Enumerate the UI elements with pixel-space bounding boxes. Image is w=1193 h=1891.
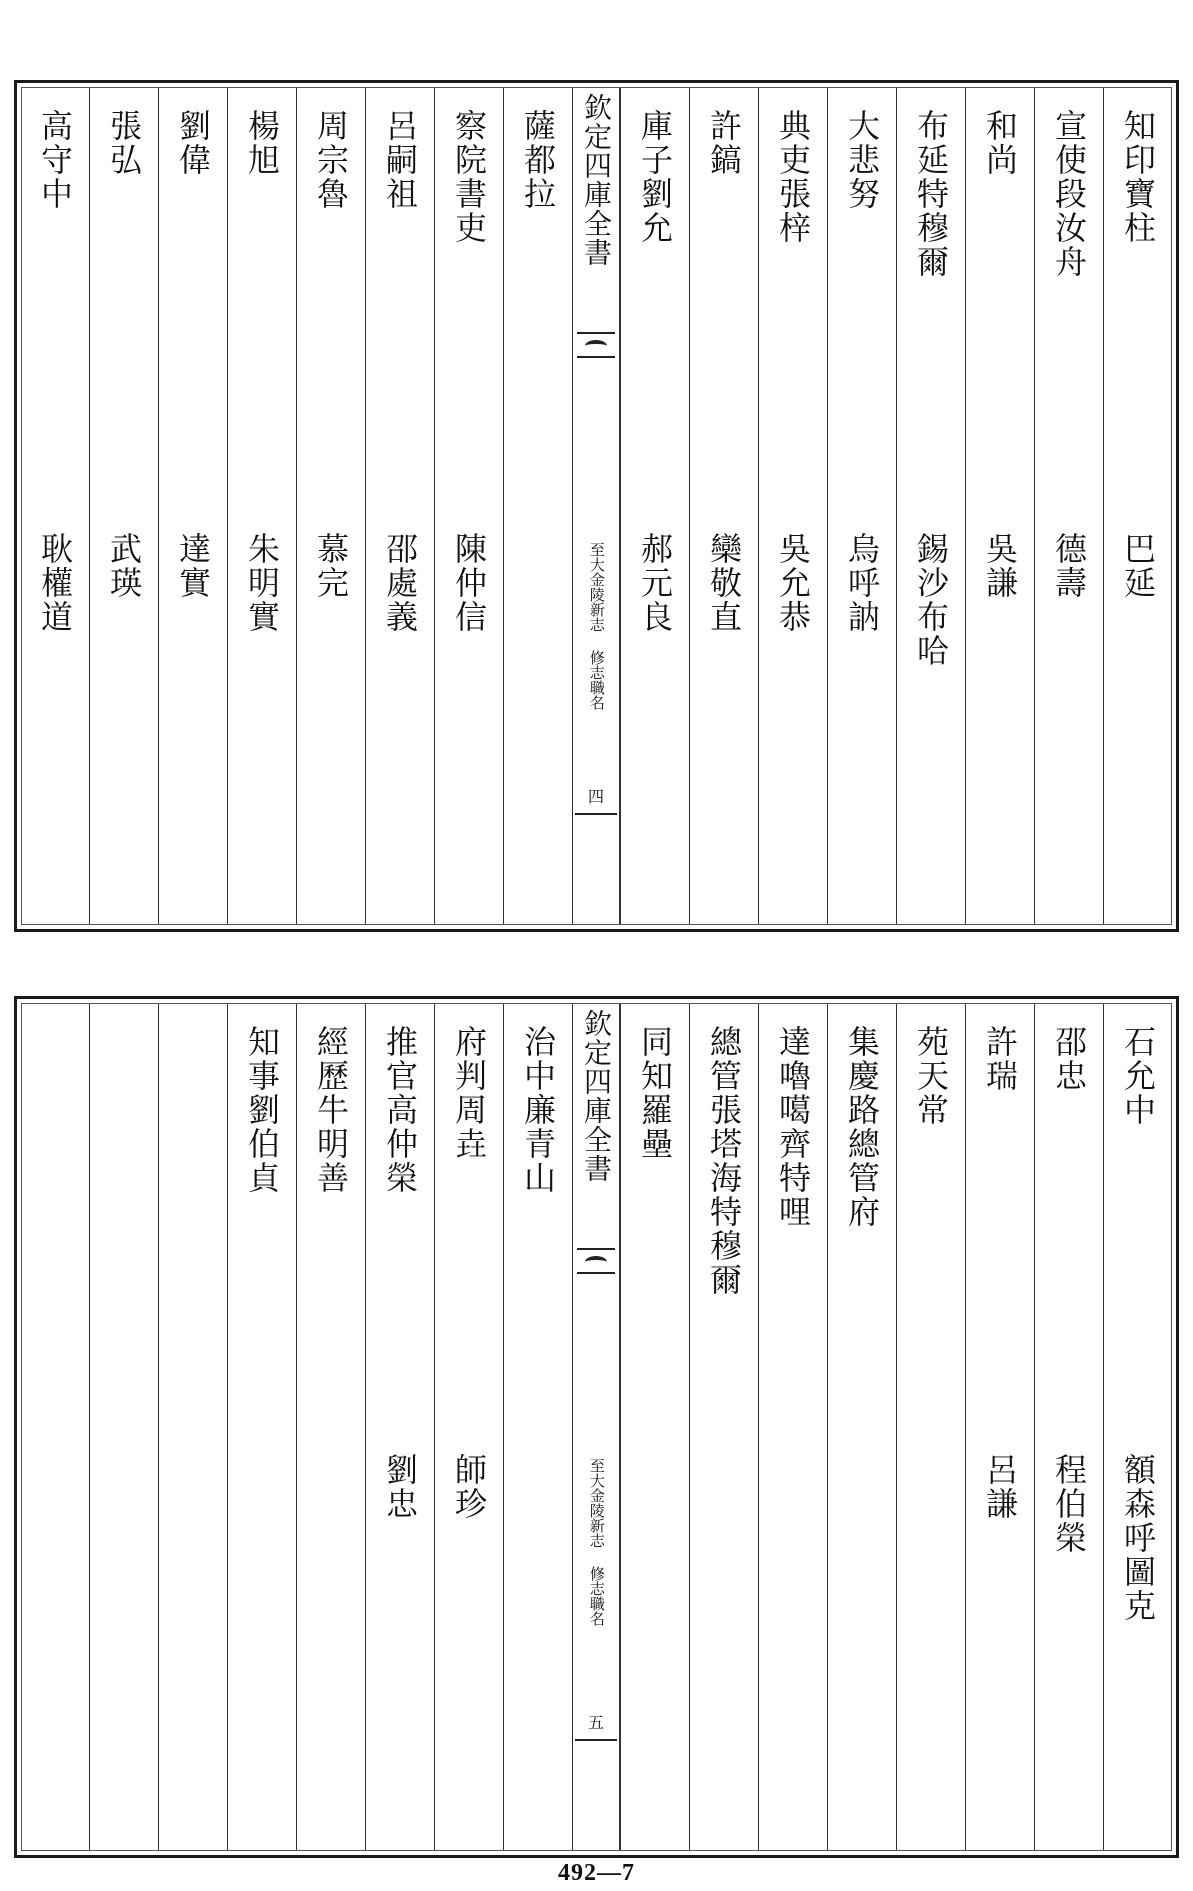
text-column bbox=[89, 87, 158, 925]
entry-name: 巴延 bbox=[1119, 532, 1157, 600]
text-column bbox=[620, 87, 689, 925]
entry-name: 同知羅壘 bbox=[636, 1025, 674, 1161]
text-column bbox=[434, 87, 503, 925]
entry-name: 推官高仲榮 bbox=[381, 1025, 419, 1195]
entry-name: 張弘 bbox=[105, 109, 143, 177]
text-column bbox=[965, 87, 1034, 925]
entry-name: 邵處義 bbox=[381, 532, 419, 634]
entry-name: 治中廉青山 bbox=[519, 1025, 557, 1195]
entry-name: 周宗魯 bbox=[312, 109, 350, 211]
entry-name: 達實 bbox=[174, 532, 212, 600]
text-column bbox=[896, 87, 965, 925]
entry-name: 呂謙 bbox=[981, 1453, 1019, 1521]
text-column bbox=[503, 87, 572, 925]
text-column bbox=[21, 87, 89, 925]
entry-name: 慕完 bbox=[312, 532, 350, 600]
text-column bbox=[158, 87, 227, 925]
entry-name: 陳仲信 bbox=[450, 532, 488, 634]
entry-name: 邵忠 bbox=[1050, 1025, 1088, 1093]
entry-name: 集慶路總管府 bbox=[843, 1025, 881, 1229]
entry-name: 大悲努 bbox=[843, 109, 881, 211]
fishtail-ornament bbox=[577, 332, 615, 358]
page-number-rule bbox=[575, 813, 617, 815]
leaf-page-number: 五 bbox=[587, 1713, 605, 1732]
entry-name: 經歷牛明善 bbox=[312, 1025, 350, 1195]
text-column bbox=[89, 1003, 158, 1851]
entry-name: 高守中 bbox=[36, 109, 74, 211]
book-section-note: 至大金陵新志 修志職名 bbox=[587, 1458, 606, 1626]
text-column bbox=[365, 87, 434, 925]
text-column bbox=[758, 87, 827, 925]
upper-leaf-columns bbox=[21, 87, 1172, 925]
entry-name: 石允中 bbox=[1119, 1025, 1157, 1127]
text-column bbox=[227, 87, 296, 925]
text-column bbox=[827, 1003, 896, 1851]
running-title: 欽定四庫全書 bbox=[580, 93, 613, 267]
entry-name: 烏呼訥 bbox=[843, 532, 881, 634]
entry-name: 察院書吏 bbox=[450, 109, 488, 245]
entry-name: 楊旭 bbox=[243, 109, 281, 177]
entry-name: 和尚 bbox=[981, 109, 1019, 177]
center-fold-column bbox=[572, 1003, 620, 1851]
text-column bbox=[1103, 1003, 1172, 1851]
entry-name: 宣使段汝舟 bbox=[1050, 109, 1088, 279]
entry-name: 苑天常 bbox=[912, 1025, 950, 1127]
text-column bbox=[827, 87, 896, 925]
entry-name: 呂嗣祖 bbox=[381, 109, 419, 211]
text-column bbox=[365, 1003, 434, 1851]
text-column bbox=[296, 87, 365, 925]
folio-number: 492—7 bbox=[558, 1860, 635, 1886]
entry-name: 達嚕噶齊特哩 bbox=[774, 1025, 812, 1229]
text-column bbox=[689, 87, 758, 925]
text-column bbox=[689, 1003, 758, 1851]
fishtail-ornament bbox=[577, 1248, 615, 1274]
text-column bbox=[1034, 87, 1103, 925]
text-column bbox=[758, 1003, 827, 1851]
entry-name: 程伯榮 bbox=[1050, 1453, 1088, 1555]
entry-name: 劉偉 bbox=[174, 109, 212, 177]
entry-name: 師珍 bbox=[450, 1453, 488, 1521]
page-number-rule bbox=[575, 1739, 617, 1741]
text-column bbox=[1034, 1003, 1103, 1851]
entry-name: 府判周垚 bbox=[450, 1025, 488, 1161]
text-column bbox=[227, 1003, 296, 1851]
entry-name: 知事劉伯貞 bbox=[243, 1025, 281, 1195]
entry-name: 欒敬直 bbox=[705, 532, 743, 634]
entry-name: 知印寶柱 bbox=[1119, 109, 1157, 245]
lower-leaf-columns bbox=[21, 1003, 1172, 1851]
entry-name: 庫子劉允 bbox=[636, 109, 674, 245]
running-title: 欽定四庫全書 bbox=[580, 1009, 613, 1183]
entry-name: 朱明實 bbox=[243, 532, 281, 634]
text-column bbox=[21, 1003, 89, 1851]
entry-name: 典吏張梓 bbox=[774, 109, 812, 245]
entry-name: 薩都拉 bbox=[519, 109, 557, 211]
entry-name: 德壽 bbox=[1050, 532, 1088, 600]
entry-name: 錫沙布哈 bbox=[912, 532, 950, 668]
text-column bbox=[503, 1003, 572, 1851]
entry-name: 吳允恭 bbox=[774, 532, 812, 634]
upper-leaf bbox=[14, 80, 1179, 932]
entry-name: 許瑞 bbox=[981, 1025, 1019, 1093]
text-column bbox=[296, 1003, 365, 1851]
book-section-note: 至大金陵新志 修志職名 bbox=[587, 542, 606, 710]
entry-name: 吳謙 bbox=[981, 532, 1019, 600]
text-column bbox=[620, 1003, 689, 1851]
text-column bbox=[434, 1003, 503, 1851]
entry-name: 許鎬 bbox=[705, 109, 743, 177]
text-column bbox=[965, 1003, 1034, 1851]
entry-name: 布延特穆爾 bbox=[912, 109, 950, 279]
leaf-page-number: 四 bbox=[587, 787, 605, 806]
text-column bbox=[158, 1003, 227, 1851]
lower-leaf bbox=[14, 996, 1179, 1858]
entry-name: 武瑛 bbox=[105, 532, 143, 600]
center-fold-column bbox=[572, 87, 620, 925]
entry-name: 總管張塔海特穆爾 bbox=[705, 1025, 743, 1297]
entry-name: 劉忠 bbox=[381, 1453, 419, 1521]
entry-name: 郝元良 bbox=[636, 532, 674, 634]
entry-name: 額森呼圖克 bbox=[1119, 1453, 1157, 1623]
entry-name: 耿權道 bbox=[36, 532, 74, 634]
text-column bbox=[1103, 87, 1172, 925]
text-column bbox=[896, 1003, 965, 1851]
